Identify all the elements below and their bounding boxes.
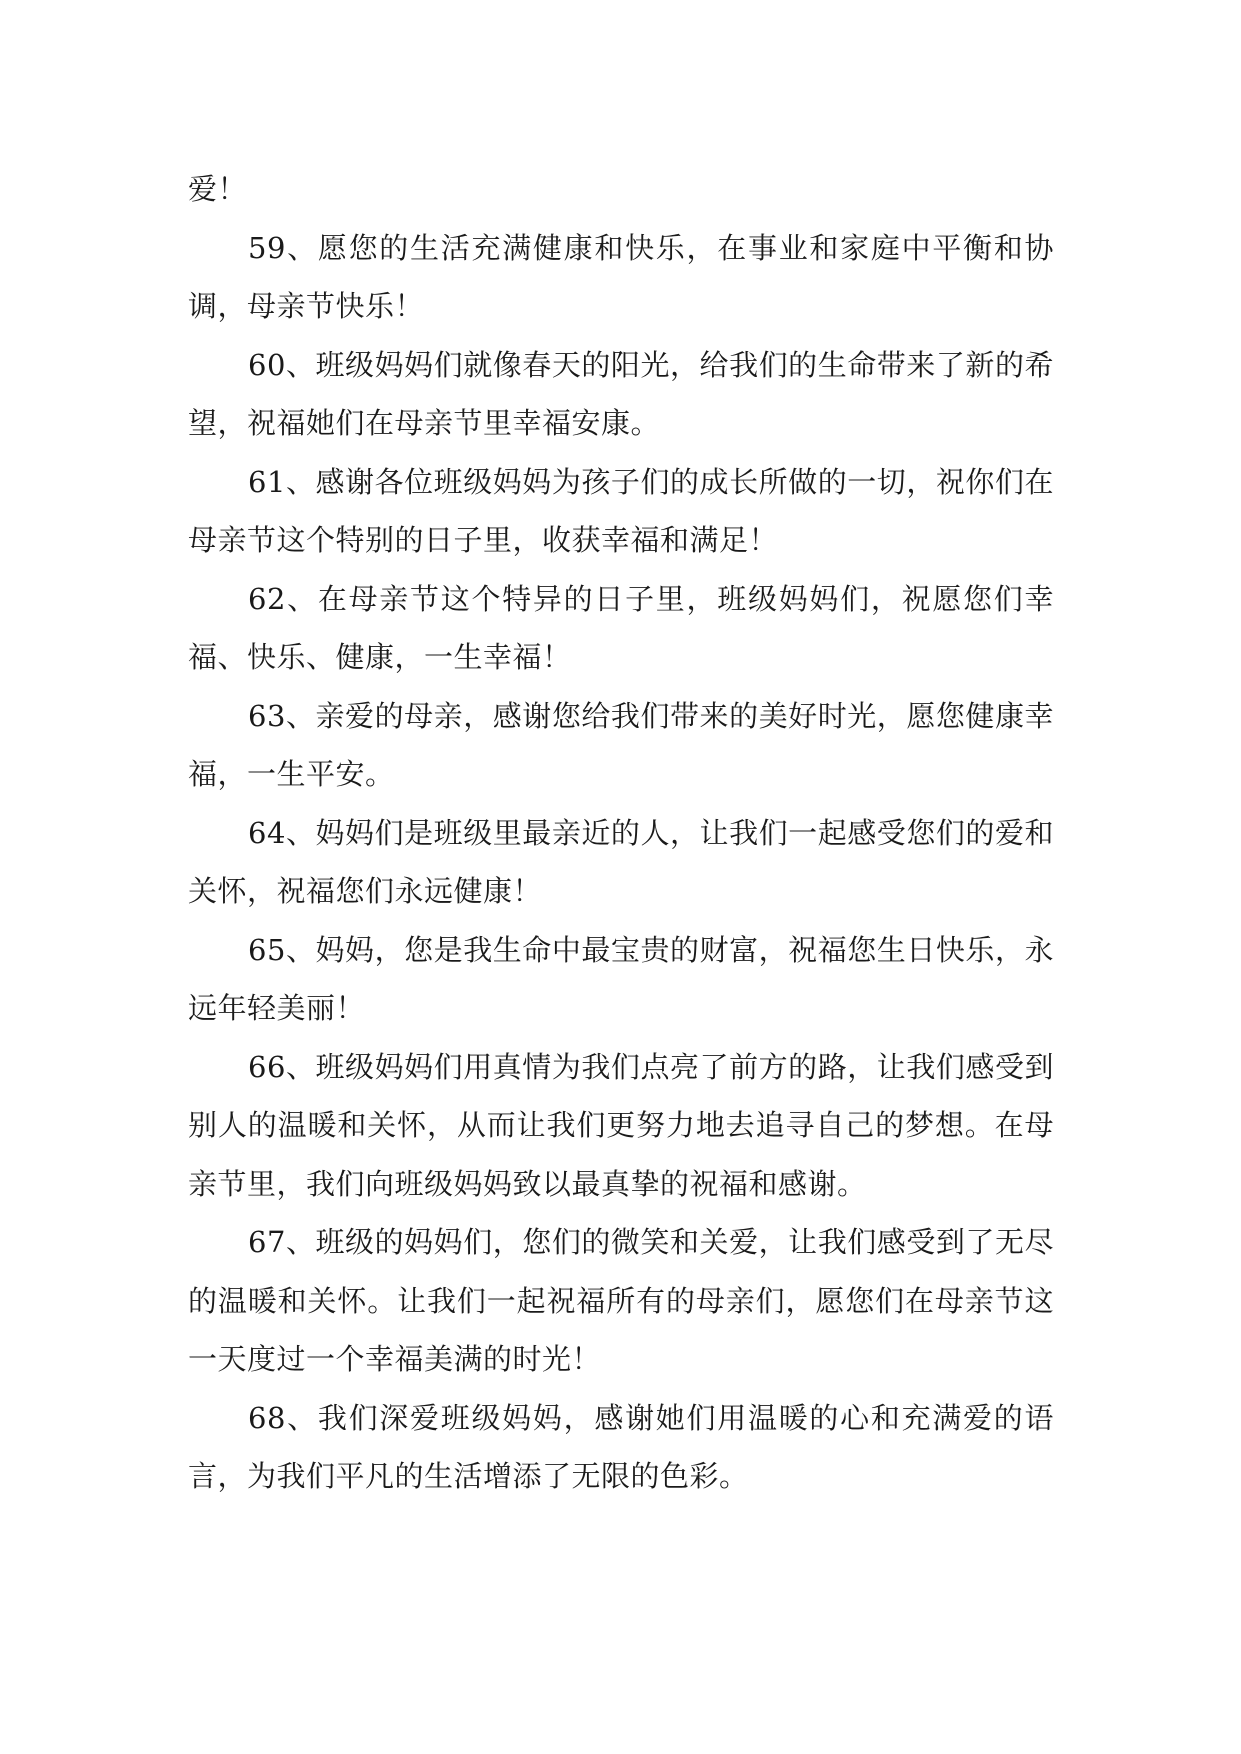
paragraph-66: 66、班级妈妈们用真情为我们点亮了前方的路，让我们感受到别人的温暖和关怀，从而让我们更努力地去追寻自己的梦想。在母亲节里，我们向班级妈妈致以最真挚的祝福和感谢。 <box>188 1049 1054 1201</box>
paragraph-60: 60、班级妈妈们就像春天的阳光，给我们的生命带来了新的希望，祝福她们在母亲节里幸福安康。 <box>188 347 1054 440</box>
paragraph-65: 65、妈妈，您是我生命中最宝贵的财富，祝福您生日快乐，永远年轻美丽！ <box>188 932 1054 1025</box>
paragraph-67: 67、班级的妈妈们，您们的微笑和关爱，让我们感受到了无尽的温暖和关怀。让我们一起祝福所有的母亲们，愿您们在母亲节这一天度过一个幸福美满的时光！ <box>188 1225 1054 1376</box>
paragraph-68: 68、我们深爱班级妈妈，感谢她们用温暖的心和充满爱的语言，为我们平凡的生活增添了无限的色彩。 <box>188 1400 1054 1493</box>
paragraph-63: 63、亲爱的母亲，感谢您给我们带来的美好时光，愿您健康幸福，一生平安。 <box>188 698 1054 791</box>
paragraph-59: 59、愿您的生活充满健康和快乐，在事业和家庭中平衡和协调，母亲节快乐！ <box>188 230 1054 323</box>
paragraph-62: 62、在母亲节这个特异的日子里，班级妈妈们，祝愿您们幸福、快乐、健康，一生幸福！ <box>188 581 1054 674</box>
paragraph-continuation: 爱！ <box>188 172 248 206</box>
paragraph-61: 61、感谢各位班级妈妈为孩子们的成长所做的一切，祝你们在母亲节这个特别的日子里，收获幸福和满足！ <box>188 464 1054 557</box>
document-body <box>188 160 1054 1506</box>
paragraph-64: 64、妈妈们是班级里最亲近的人，让我们一起感受您们的爱和关怀，祝福您们永远健康！ <box>188 815 1054 908</box>
